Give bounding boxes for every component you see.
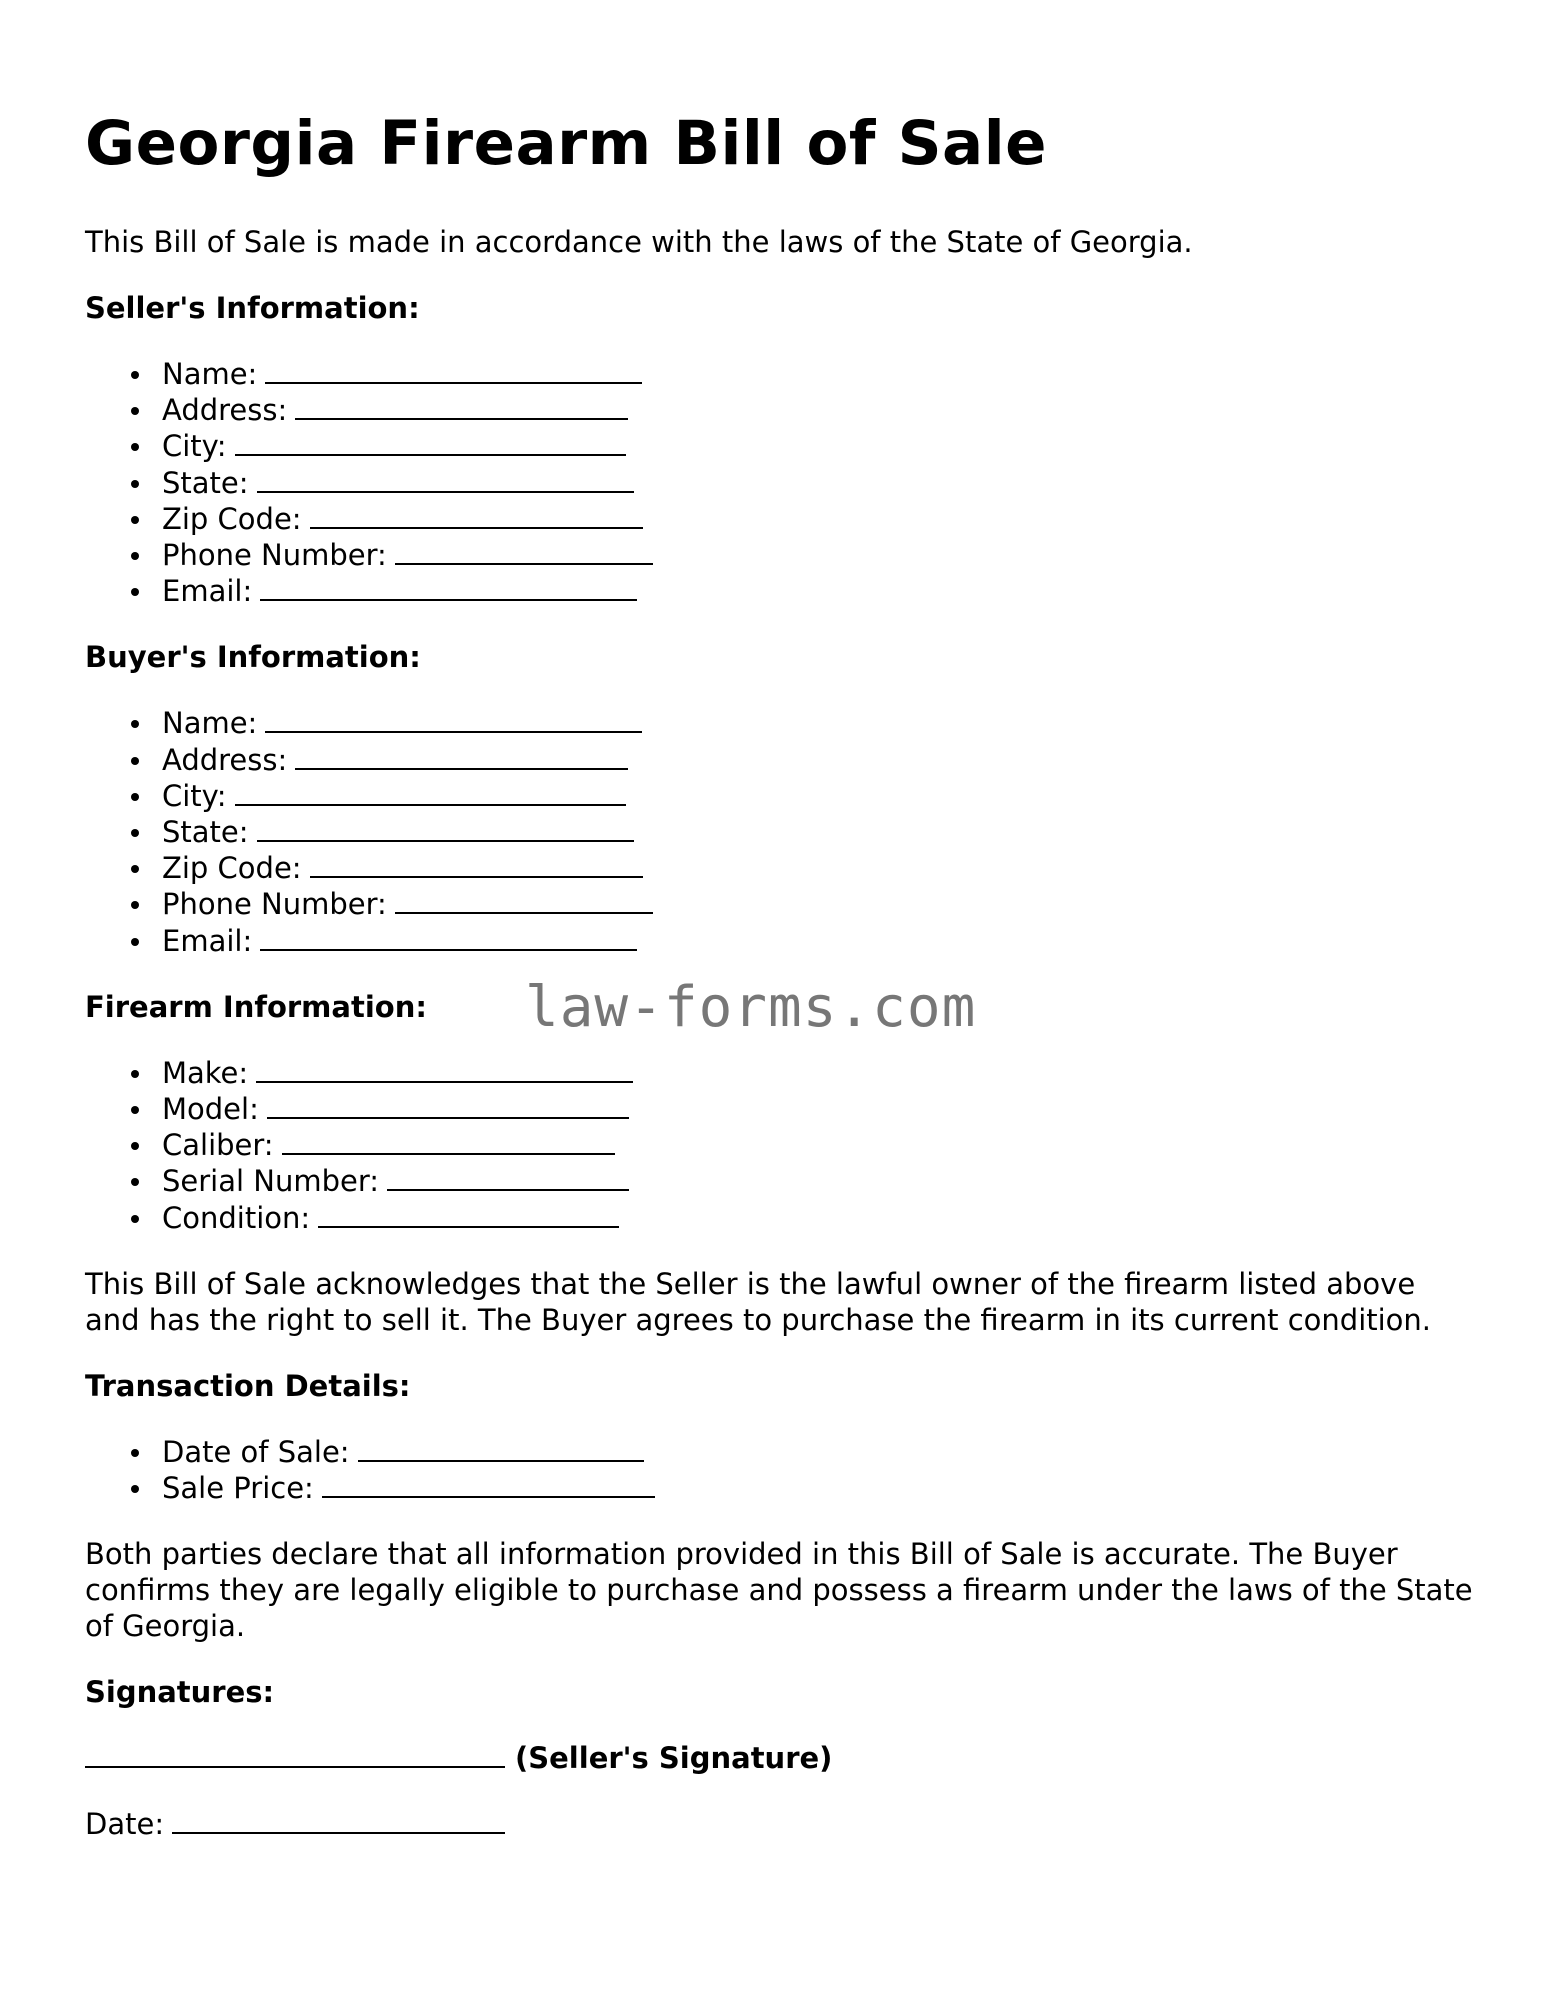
buyer-phone-field: Phone Number: bbox=[162, 886, 1475, 922]
document-page bbox=[85, 104, 1475, 1842]
seller-fields bbox=[85, 356, 1475, 609]
signature-date-label: Date: bbox=[85, 1807, 165, 1842]
seller-email-field: Email: bbox=[162, 573, 1475, 609]
seller-phone-blank[interactable] bbox=[395, 537, 653, 565]
seller-name-blank[interactable] bbox=[265, 356, 642, 384]
firearm-fields bbox=[85, 1055, 1475, 1236]
firearm-make-blank[interactable] bbox=[256, 1055, 633, 1083]
seller-email-blank[interactable] bbox=[260, 573, 637, 601]
buyer-city-field: City: bbox=[162, 778, 1475, 814]
signature-date-blank[interactable] bbox=[172, 1806, 505, 1834]
seller-city-field: City: bbox=[162, 428, 1475, 464]
firearm-make-field: Make: bbox=[162, 1055, 1475, 1091]
acknowledgment-text: This Bill of Sale acknowledges that the Seller is the lawful owner of the firearm listed above and has the right to sell it. The Buyer agrees to purchase the firearm in its current condition. bbox=[85, 1266, 1432, 1337]
seller-signature-label: (Seller's Signature) bbox=[515, 1741, 833, 1776]
seller-zip-field: Zip Code: bbox=[162, 501, 1475, 537]
date-of-sale-field: Date of Sale: bbox=[162, 1434, 1475, 1470]
buyer-heading: Buyer's Information: bbox=[85, 640, 421, 675]
buyer-state-blank[interactable] bbox=[257, 814, 634, 842]
seller-phone-field: Phone Number: bbox=[162, 537, 1475, 573]
seller-signature-blank[interactable] bbox=[85, 1740, 505, 1768]
sale-price-field: Sale Price: bbox=[162, 1470, 1475, 1506]
firearm-model-field: Model: bbox=[162, 1091, 1475, 1127]
document-title: Georgia Firearm Bill of Sale bbox=[85, 108, 1048, 179]
seller-state-blank[interactable] bbox=[257, 465, 634, 493]
buyer-email-blank[interactable] bbox=[260, 923, 637, 951]
seller-address-blank[interactable] bbox=[295, 392, 628, 420]
buyer-address-blank[interactable] bbox=[295, 742, 628, 770]
buyer-state-field: State: bbox=[162, 814, 1475, 850]
firearm-serial-blank[interactable] bbox=[387, 1163, 629, 1191]
intro-text: This Bill of Sale is made in accordance with the laws of the State of Georgia. bbox=[85, 225, 1193, 259]
buyer-zip-blank[interactable] bbox=[310, 850, 643, 878]
firearm-serial-field: Serial Number: bbox=[162, 1163, 1475, 1199]
declaration-text: Both parties declare that all information provided in this Bill of Sale is accurate. The Buyer confirms they are legally eligible to purchase and possess a firearm under the laws of the State of Georgia. bbox=[85, 1537, 1473, 1644]
firearm-caliber-field: Caliber: bbox=[162, 1127, 1475, 1163]
seller-city-blank[interactable] bbox=[235, 428, 626, 456]
buyer-name-field: Name: bbox=[162, 705, 1475, 741]
firearm-model-blank[interactable] bbox=[267, 1091, 629, 1119]
firearm-condition-field: Condition: bbox=[162, 1200, 1475, 1236]
seller-name-field: Name: bbox=[162, 356, 1475, 392]
transaction-heading: Transaction Details: bbox=[85, 1368, 411, 1403]
seller-address-field: Address: bbox=[162, 392, 1475, 428]
signatures-heading: Signatures: bbox=[85, 1675, 275, 1710]
buyer-name-blank[interactable] bbox=[265, 705, 642, 733]
seller-state-field: State: bbox=[162, 465, 1475, 501]
firearm-caliber-blank[interactable] bbox=[282, 1127, 615, 1155]
buyer-zip-field: Zip Code: bbox=[162, 850, 1475, 886]
seller-zip-blank[interactable] bbox=[310, 501, 643, 529]
buyer-city-blank[interactable] bbox=[235, 778, 626, 806]
seller-signature-line bbox=[85, 1740, 1475, 1776]
buyer-phone-blank[interactable] bbox=[395, 886, 653, 914]
seller-heading: Seller's Information: bbox=[85, 291, 420, 325]
buyer-address-field: Address: bbox=[162, 742, 1475, 778]
buyer-fields bbox=[85, 705, 1475, 958]
buyer-email-field: Email: bbox=[162, 923, 1475, 959]
watermark: law-forms.com bbox=[525, 975, 977, 1040]
firearm-heading: Firearm Information: bbox=[85, 989, 427, 1024]
date-of-sale-blank[interactable] bbox=[358, 1434, 644, 1462]
transaction-fields bbox=[85, 1434, 1475, 1506]
signature-date-line bbox=[85, 1806, 1475, 1842]
firearm-condition-blank[interactable] bbox=[318, 1200, 619, 1228]
sale-price-blank[interactable] bbox=[322, 1470, 655, 1498]
